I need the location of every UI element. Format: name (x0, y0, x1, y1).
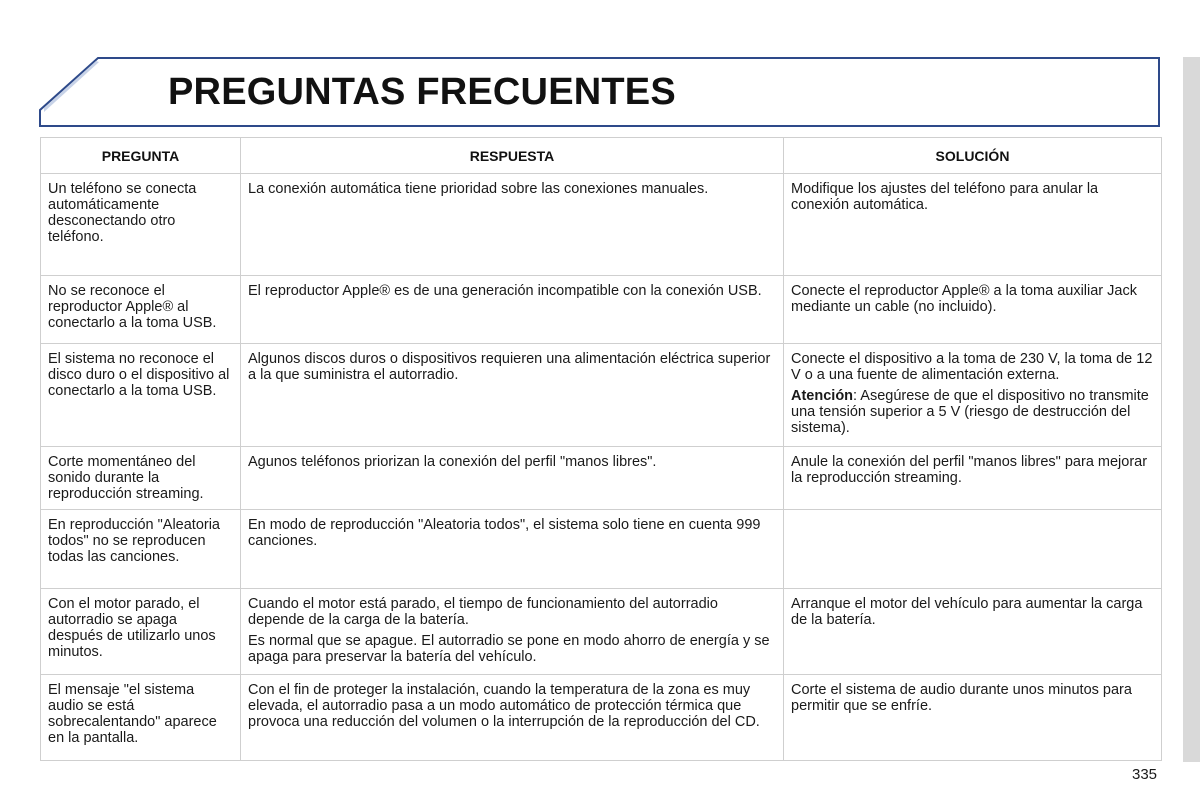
cell-pregunta: En reproducción "Aleatoria todos" no se reproducen todas las canciones. (41, 510, 241, 589)
title-banner-accent (44, 61, 99, 112)
cell-respuesta: El reproductor Apple® es de una generación incompatible con la conexión USB. (241, 276, 784, 344)
cell-respuesta: Con el fin de proteger la instalación, cuando la temperatura de la zona es muy elevada, el autorradio pasa a un modo automático de protección térmica que provoca una reducción del volumen o la interrupción de la reproducción del CD. (241, 675, 784, 761)
cell-pregunta: No se reconoce el reproductor Apple® al conectarlo a la toma USB. (41, 276, 241, 344)
table-row (41, 344, 1162, 447)
cell-solucion: Conecte el reproductor Apple® a la toma auxiliar Jack mediante un cable (no incluido). (784, 276, 1162, 344)
page-edge-strip (1183, 57, 1200, 762)
page-title: PREGUNTAS FRECUENTES (168, 71, 676, 113)
cell-pregunta: El sistema no reconoce el disco duro o el dispositivo al conectarlo a la toma USB. (41, 344, 241, 447)
table-header-row (41, 138, 1162, 174)
cell-pregunta: El mensaje "el sistema audio se está sobrecalentando" aparece en la pantalla. (41, 675, 241, 761)
cell-respuesta: Algunos discos duros o dispositivos requieren una alimentación eléctrica superior a la que suministra el autorradio. (241, 344, 784, 447)
table-row (41, 174, 1162, 276)
table-row (41, 447, 1162, 510)
cell-solucion: Arranque el motor del vehículo para aumentar la carga de la batería. (784, 589, 1162, 675)
cell-respuesta: Cuando el motor está parado, el tiempo de funcionamiento del autorradio depende de la carga de la batería. Es normal que se apague. El autorradio se pone en modo ahorro de energía y se apaga para preservar la batería del vehículo. (241, 589, 784, 675)
table-row (41, 675, 1162, 761)
cell-pregunta: Con el motor parado, el autorradio se apaga después de utilizarlo unos minutos. (41, 589, 241, 675)
attention-label: Atención (791, 388, 854, 404)
cell-respuesta: Agunos teléfonos priorizan la conexión del perfil "manos libres". (241, 447, 784, 510)
column-header-pregunta: PREGUNTA (41, 138, 241, 174)
cell-pregunta: Corte momentáneo del sonido durante la reproducción streaming. (41, 447, 241, 510)
table-row (41, 276, 1162, 344)
faq-table (40, 137, 1162, 761)
table-row (41, 510, 1162, 589)
column-header-respuesta: RESPUESTA (241, 138, 784, 174)
table-row (41, 589, 1162, 675)
cell-pregunta: Un teléfono se conecta automáticamente desconectando otro teléfono. (41, 174, 241, 276)
cell-solucion: Modifique los ajustes del teléfono para anular la conexión automática. (784, 174, 1162, 276)
column-header-solucion: SOLUCIÓN (784, 138, 1162, 174)
cell-respuesta: La conexión automática tiene prioridad sobre las conexiones manuales. (241, 174, 784, 276)
cell-solucion: Anule la conexión del perfil "manos libres" para mejorar la reproducción streaming. (784, 447, 1162, 510)
cell-solucion: Corte el sistema de audio durante unos minutos para permitir que se enfríe. (784, 675, 1162, 761)
attention-note: Atención: Asegúrese de que el dispositivo no transmite una tensión superior a 5 V (riesgo de destrucción del sistema). (791, 388, 1149, 436)
cell-respuesta: En modo de reproducción "Aleatoria todos", el sistema solo tiene en cuenta 999 canciones. (241, 510, 784, 589)
page-number: 335 (1132, 766, 1158, 783)
cell-solucion: Conecte el dispositivo a la toma de 230 V, la toma de 12 V o a una fuente de alimentación externa. Atención: Asegúrese de que el dispositivo no transmite una tensión superior a 5 V (riesgo de destrucción del sistema). (784, 344, 1162, 447)
cell-solucion (784, 510, 1162, 589)
